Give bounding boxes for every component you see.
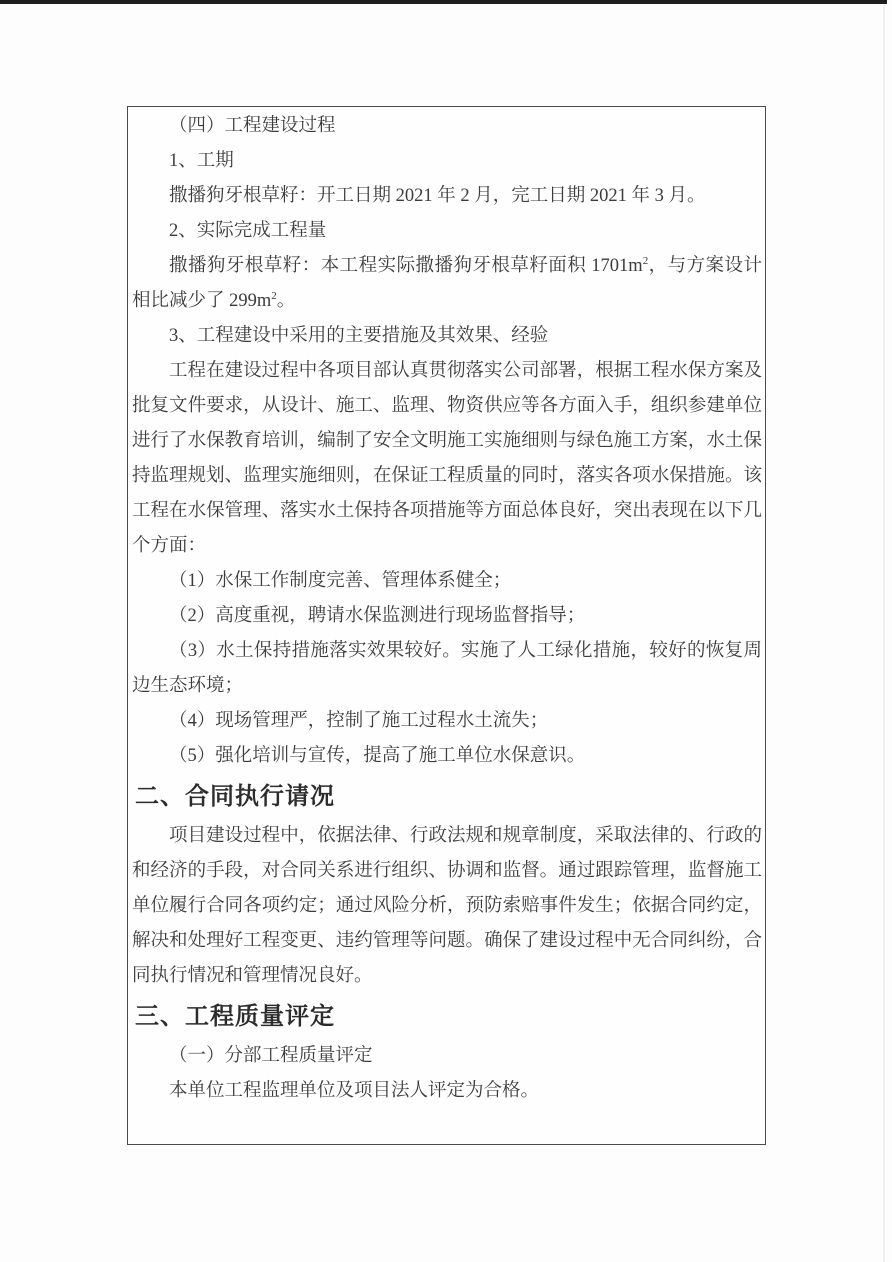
section3-heading: 三、工程质量评定 bbox=[135, 1004, 335, 1030]
section4-point: （1）水保工作制度完善、管理体系健全； bbox=[169, 571, 512, 591]
section4-heading: （四）工程建设过程 bbox=[169, 116, 336, 136]
scan-right-edge-artifact bbox=[883, 5, 885, 1262]
text-segment: 撒播狗牙根草籽：本工程实际撒播狗牙根草籽面积 1701m bbox=[169, 256, 643, 276]
superscript-2: 2 bbox=[642, 254, 649, 267]
section4-item1-body: 撒播狗牙根草籽：开工日期 2021 年 2 月，完工日期 2021 年 3 月。 bbox=[169, 186, 706, 206]
section4-item3-title: 3、工程建设中采用的主要措施及其效果、经验 bbox=[169, 326, 549, 346]
section4-item1-title: 1、工期 bbox=[169, 151, 234, 171]
section4-point: （5）强化培训与宣传，提高了施工单位水保意识。 bbox=[169, 746, 586, 766]
section4-point: （2）高度重视，聘请水保监测进行现场监督指导； bbox=[169, 606, 586, 626]
section4-point: （3）水土保持措施落实效果较好。实施了人工绿化措施，较好的恢复周边生态环境； bbox=[132, 641, 762, 696]
section4-item3-body: 工程在建设过程中各项目部认真贯彻落实公司部署，根据工程水保方案及批复文件要求，从设计、施工、监理、物资供应等各方面入手，组织参建单位进行了水保教育培训，编制了安全文明施工实施细则与绿色施工方案，水土保持监理规划、监理实施细则，在保证工程质量的同时，落实各项水保措施。该工程在水保管理、落实水土保持各项措施等方面总体良好，突出表现在以下几个方面： bbox=[132, 361, 762, 556]
scan-top-edge-artifact bbox=[0, 0, 887, 4]
section2-body: 项目建设过程中，依据法律、行政法规和规章制度，采取法律的、行政的和经济的手段，对合同关系进行组织、协调和监督。通过跟踪管理，监督施工单位履行合同各项约定；通过风险分析，预防索赔事件发生；依据合同约定，解决和处理好工程变更、违约管理等问题。确保了建设过程中无合同纠纷，合同执行情况和管理情况良好。 bbox=[132, 826, 762, 986]
superscript-2: 2 bbox=[271, 289, 277, 302]
section2-heading: 二、合同执行请况 bbox=[135, 784, 335, 810]
text-segment: ，与方案设计相比减少了 299m bbox=[132, 256, 762, 311]
document-frame bbox=[127, 106, 766, 1145]
text-segment: 。 bbox=[276, 291, 296, 311]
section4-item2-title: 2、实际完成工程量 bbox=[169, 221, 327, 241]
section4-item2-body bbox=[132, 249, 762, 319]
section3-sub1-body: 本单位工程监理单位及项目法人评定为合格。 bbox=[169, 1081, 540, 1101]
section4-point: （4）现场管理严，控制了施工过程水土流失； bbox=[169, 711, 549, 731]
section3-sub1-title: （一）分部工程质量评定 bbox=[169, 1046, 373, 1066]
